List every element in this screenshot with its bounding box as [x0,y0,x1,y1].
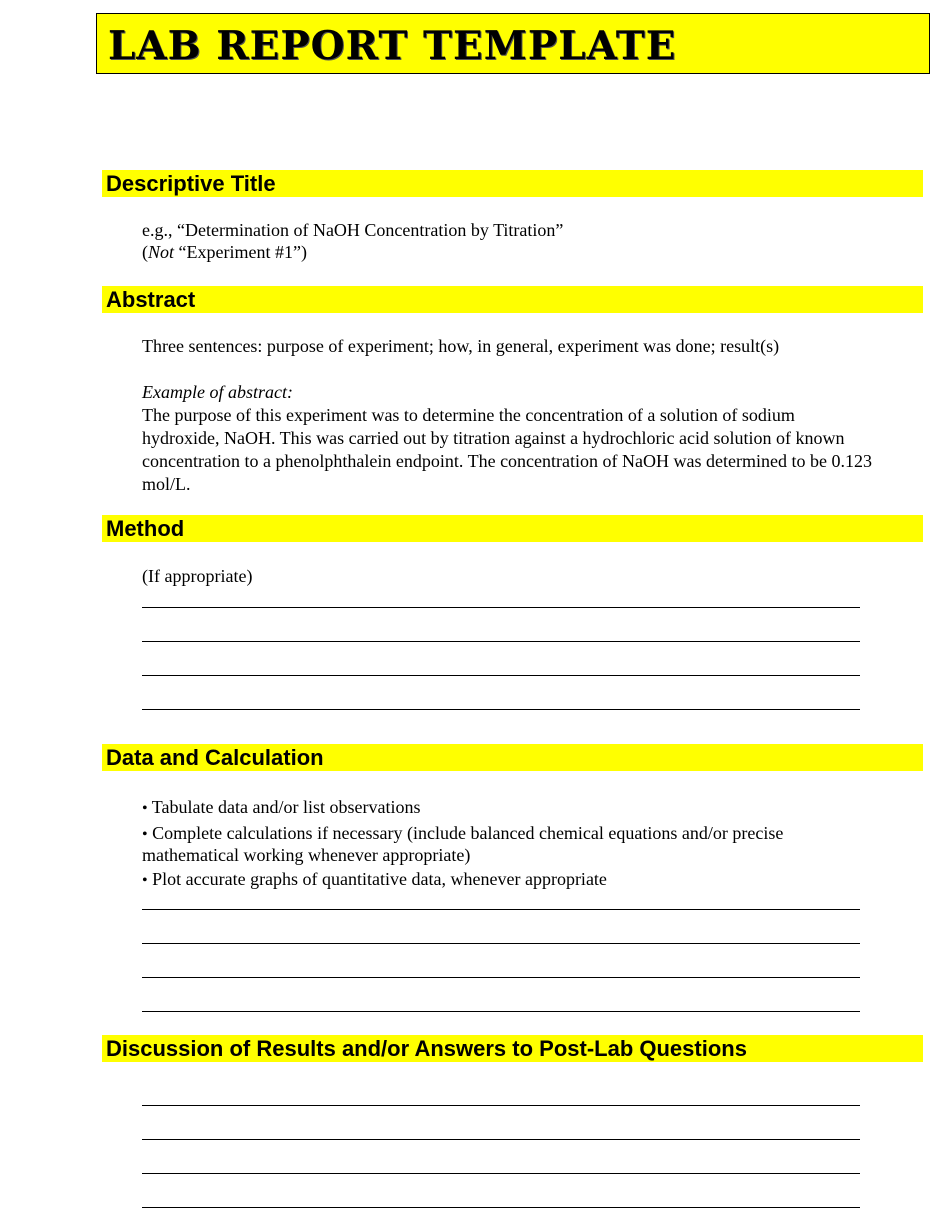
section-heading-descriptive-title [102,170,923,197]
writing-line [142,709,860,710]
abstract-example-text: The purpose of this experiment was to determine the concentration of a solution of sodium hydroxide, NaOH. This was carried out by titration against a hydrochloric acid solution of known concentration to a phenolphthalein endpoint. The concentration of NaOH was determined to be 0.123 mol/L. [142,405,872,494]
list-item [142,796,420,820]
bullet-continuation: mathematical working whenever appropriate) [142,845,471,865]
counterexample-rest: “Experiment #1”) [174,242,307,262]
section-heading-label: Method [106,516,185,541]
writing-line [142,909,860,910]
section-heading-data-calculation [102,744,923,771]
abstract-summary: Three sentences: purpose of experiment; how, in general, experiment was done; result(s) [142,336,780,356]
writing-line [142,943,860,944]
section-heading-discussion [102,1035,923,1062]
page-title: LAB REPORT TEMPLATE [108,23,677,69]
section-heading-method [102,515,923,542]
bullet-icon: • [142,826,148,843]
writing-line [142,607,860,608]
bullet-text: Complete calculations if necessary (include balanced chemical equations and/or precise [152,823,784,843]
section-heading-label: Discussion of Results and/or Answers to Post-Lab Questions [106,1036,747,1061]
writing-line [142,1139,860,1140]
section-heading-label: Abstract [106,287,196,312]
writing-line [142,1011,860,1012]
writing-line [142,977,860,978]
method-note: (If appropriate) [142,566,253,586]
abstract-example-label: Example of abstract: [142,382,293,402]
descriptive-title-example: e.g., “Determination of NaOH Concentration by Titration” [142,220,564,240]
section-heading-label: Descriptive Title [106,171,276,196]
bullet-text: Plot accurate graphs of quantitative data, whenever appropriate [152,869,607,889]
section-heading-abstract [102,286,923,313]
title-banner [96,13,930,74]
writing-line [142,675,860,676]
descriptive-title-counterexample [142,241,307,264]
bullet-icon: • [142,800,148,817]
writing-line [142,1173,860,1174]
writing-line [142,1105,860,1106]
writing-line [142,641,860,642]
writing-line [142,1207,860,1208]
bullet-text: Tabulate data and/or list observations [151,797,421,817]
list-item [142,822,783,846]
list-item [142,868,607,892]
not-word: Not [148,242,175,262]
paren-open: ( [142,242,148,262]
bullet-icon: • [142,872,148,889]
section-heading-label: Data and Calculation [106,745,324,770]
